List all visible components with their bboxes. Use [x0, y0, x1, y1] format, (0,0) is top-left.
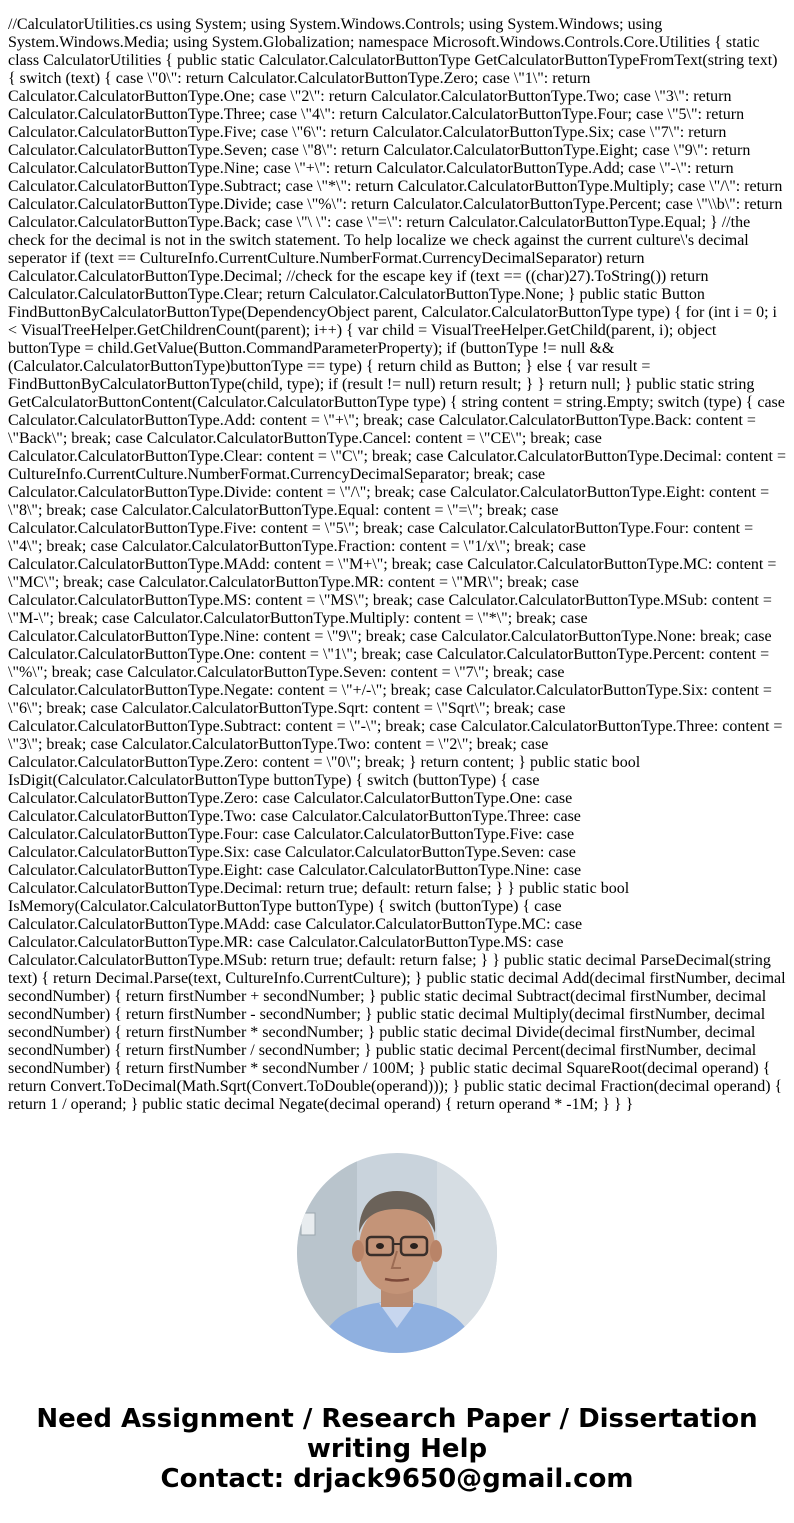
- footer-contact: [0, 1404, 794, 1494]
- person-photo-icon: [297, 1153, 497, 1353]
- author-avatar: [297, 1153, 497, 1353]
- footer-line-1: Need Assignment / Research Paper / Dissertation: [36, 1404, 758, 1434]
- footer-line-2: writing Help: [306, 1434, 488, 1464]
- code-text: //CalculatorUtilities.cs using System; using System.Windows.Controls; using System.Windows; using System.Windows.Media; using System.Globalization; namespace Microsoft.Windows.Controls.Core.Utilities { static class CalculatorUtilities { public static Calculator.CalculatorButtonType GetCalculatorButtonTypeFromText(string text) { switch (text) { case \"0\": return Calculator.CalculatorButtonType.Zero; case \"1\": return Calculator.CalculatorButtonType.One; case \"2\": return Calculator.CalculatorButtonType.Two; case \"3\": return Calculator.CalculatorButtonType.Three; case \"4\": return Calculator.CalculatorButtonType.Four; case \"5\": return Calculator.CalculatorButtonType.Five; case \"6\": return Calculator.CalculatorButtonType.Six; case \"7\": return Calculator.CalculatorButtonType.Seven; case \"8\": return Calculator.CalculatorButtonType.Eight; case \"9\": return Calculator.CalculatorButtonType.Nine; case \"+\": return Calculator.CalculatorButtonType.Add; case \"-\": return Calculator.CalculatorButtonType.Subtract; case \"*\": return Calculator.CalculatorButtonType.Multiply; case \"/\": return Calculator.CalculatorButtonType.Divide; case \"%\": return Calculator.CalculatorButtonType.Percent; case \"\\b\": return Calculator.CalculatorButtonType.Back; case \"\ \": case \"=\": return Calculator.CalculatorButtonType.Equal; } //the check for the decimal is not in the switch statement. To help localize we check against the current culture\'s decimal seperator if (text == CultureInfo.CurrentCulture.NumberFormat.CurrencyDecimalSeparator) return Calculator.CalculatorButtonType.Decimal; //check for the escape key if (text == ((char)27).ToString()) return Calculator.CalculatorButtonType.Clear; return Calculator.CalculatorButtonType.None; } public static Button FindButtonByCalculatorButtonType(DependencyObject parent, Calculator.CalculatorButtonType type) { for (int i = 0; i < VisualTreeHelper.GetChildrenCount(parent); i++) { var child = VisualTreeHelper.GetChild(parent, i); object buttonType = child.GetValue(Button.CommandParameterProperty); if (buttonType != null && (Calculator.CalculatorButtonType)buttonType == type) { return child as Button; } else { var result = FindButtonByCalculatorButtonType(child, type); if (result != null) return result; } } return null; } public static string GetCalculatorButtonContent(Calculator.CalculatorButtonType type) { string content = string.Empty; switch (type) { case Calculator.CalculatorButtonType.Add: content = \"+\"; break; case Calculator.CalculatorButtonType.Back: content = \"Back\"; break; case Calculator.CalculatorButtonType.Cancel: content = \"CE\"; break; case Calculator.CalculatorButtonType.Clear: content = \"C\"; break; case Calculator.CalculatorButtonType.Decimal: content = CultureInfo.CurrentCulture.NumberFormat.CurrencyDecimalSeparator; break; case Calculator.CalculatorButtonType.Divide: content = \"/\"; break; case Calculator.CalculatorButtonType.Eight: content = \"8\"; break; case Calculator.CalculatorButtonType.Equal: content = \"=\"; break; case Calculator.CalculatorButtonType.Five: content = \"5\"; break; case Calculator.CalculatorButtonType.Four: content = \"4\"; break; case Calculator.CalculatorButtonType.Fraction: content = \"1/x\"; break; case Calculator.CalculatorButtonType.MAdd: content = \"M+\"; break; case Calculator.CalculatorButtonType.MC: content = \"MC\"; break; case Calculator.CalculatorButtonType.MR: content = \"MR\"; break; case Calculator.CalculatorButtonType.MS: content = \"MS\"; break; case Calculator.CalculatorButtonType.MSub: content = \"M-\"; break; case Calculator.CalculatorButtonType.Multiply: content = \"*\"; break; case Calculator.CalculatorButtonType.Nine: content = \"9\"; break; case Calculator.CalculatorButtonType.None: break; case Calculator.CalculatorButtonType.One: content = \"1\"; break; case Calculator.CalculatorButtonType.Percent: content = \"%\"; break; case Calculator.CalculatorButtonType.Seven: content = \"7\"; break; case Calculator.CalculatorButtonType.Negate: content = \"+/-\"; break; case Calculator.CalculatorButtonType.Six: content = \"6\"; break; case Calculator.CalculatorButtonType.Sqrt: content = \"Sqrt\"; break; case Calculator.CalculatorButtonType.Subtract: content = \"-\"; break; case Calculator.CalculatorButtonType.Three: content = \"3\"; break; case Calculator.CalculatorButtonType.Two: content = \"2\"; break; case Calculator.CalculatorButtonType.Zero: content = \"0\"; break; } return content; } public static bool IsDigit(Calculator.CalculatorButtonType buttonType) { switch (buttonType) { case Calculator.CalculatorButtonType.Zero: case Calculator.CalculatorButtonType.One: case Calculator.CalculatorButtonType.Two: case Calculator.CalculatorButtonType.Three: case Calculator.CalculatorButtonType.Four: case Calculator.CalculatorButtonType.Five: case Calculator.CalculatorButtonType.Six: case Calculator.CalculatorButtonType.Seven: case Calculator.CalculatorButtonType.Eight: case Calculator.CalculatorButtonType.Nine: case Calculator.CalculatorButtonType.Decimal: return true; default: return false; } } public static bool IsMemory(Calculator.CalculatorButtonType buttonType) { switch (buttonType) { case Calculator.CalculatorButtonType.MAdd: case Calculator.CalculatorButtonType.MC: case Calculator.CalculatorButtonType.MR: case Calculator.CalculatorButtonType.MS: case Calculator.CalculatorButtonType.MSub: return true; default: return false; } } public static decimal ParseDecimal(string text) { return Decimal.Parse(text, CultureInfo.CurrentCulture); } public static decimal Add(decimal firstNumber, decimal secondNumber) { return firstNumber + secondNumber; } public static decimal Subtract(decimal firstNumber, decimal secondNumber) { return firstNumber - secondNumber; } public static decimal Multiply(decimal firstNumber, decimal secondNumber) { return firstNumber * secondNumber; } public static decimal Divide(decimal firstNumber, decimal secondNumber) { return firstNumber / secondNumber; } public static decimal Percent(decimal firstNumber, decimal secondNumber) { return firstNumber * secondNumber / 100M; } public static decimal SquareRoot(decimal operand) { return Convert.ToDecimal(Math.Sqrt(Convert.ToDouble(operand))); } public static decimal Fraction(decimal operand) { return 1 / operand; } public static decimal Negate(decimal operand) { return operand * -1M; } } }: [8, 16, 786, 1113]
- footer-line-3: Contact: drjack9650@gmail.com: [160, 1464, 634, 1494]
